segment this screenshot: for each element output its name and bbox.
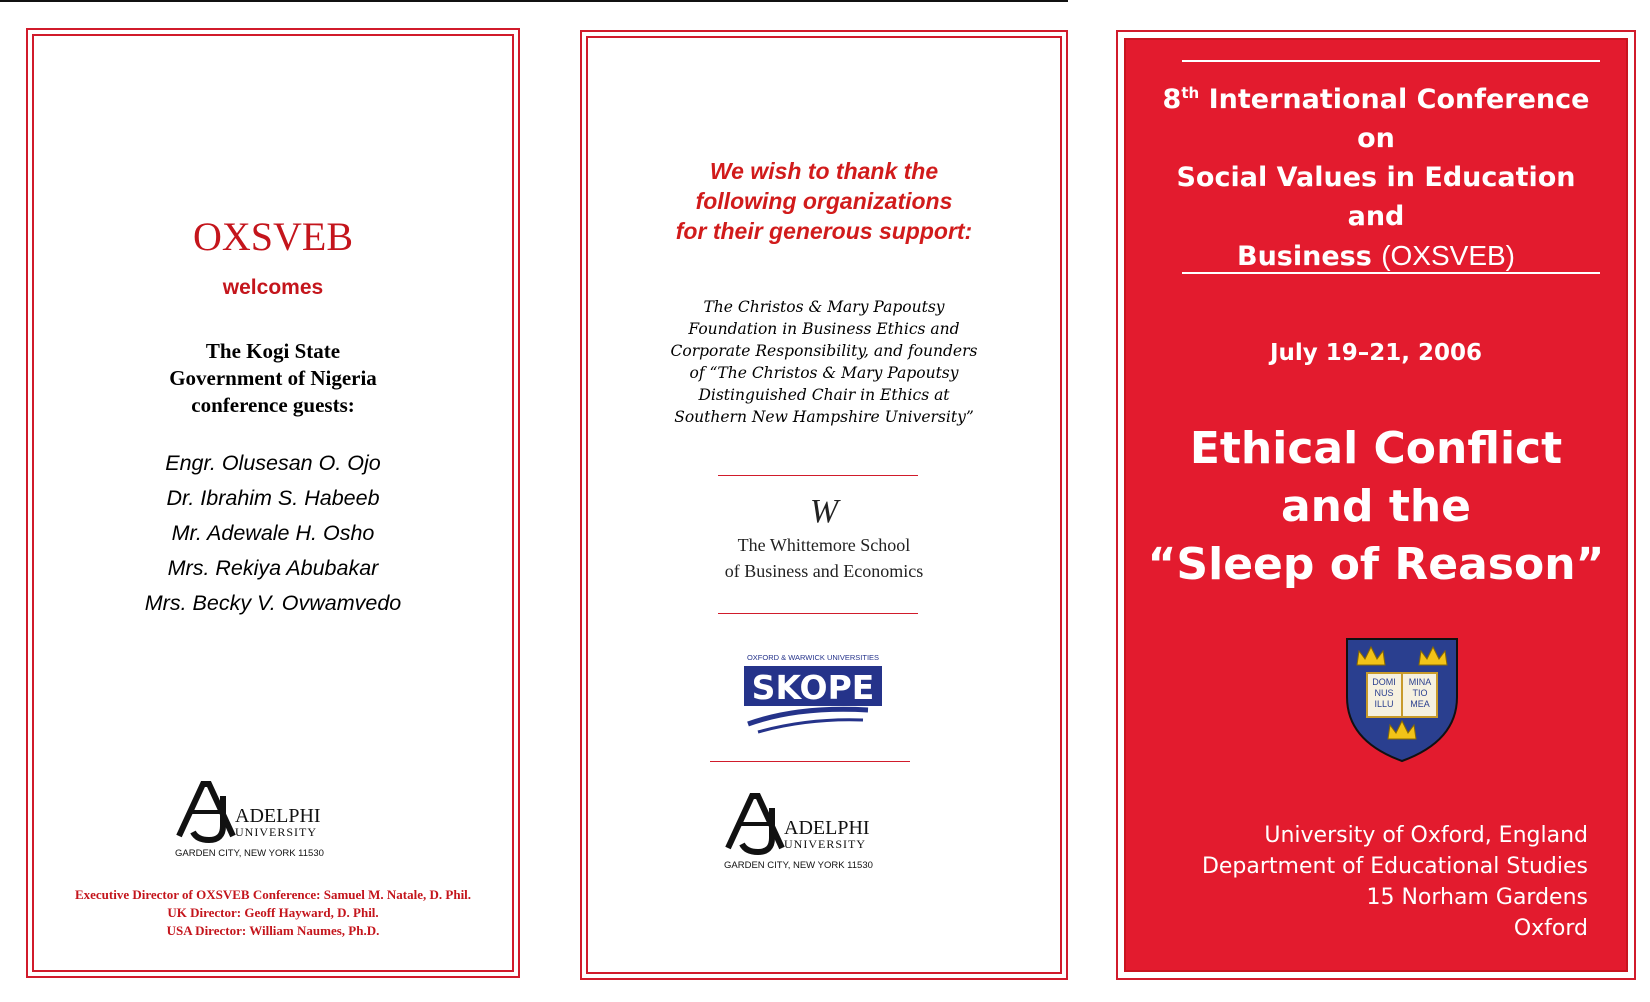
skope-logo: [738, 648, 888, 748]
adelphi-logo-icon: [173, 778, 373, 868]
thanks-heading-line: for their generous support:: [675, 218, 973, 244]
skope-logo-icon: [738, 648, 888, 748]
whittemore-line: of Business and Economics: [724, 561, 924, 581]
whittemore-logo: [580, 492, 1068, 584]
sponsors-panel: [580, 30, 1068, 980]
director-role: Executive Director of OXSVEB Conference:: [74, 887, 321, 902]
adelphi-logo: [722, 790, 922, 880]
directors-credits: [26, 886, 520, 940]
address-line: 15 Norham Gardens: [1366, 885, 1588, 910]
white-divider: [1182, 60, 1600, 62]
address-line: Oxford: [1513, 916, 1588, 941]
guest-name: Mrs. Becky V. Ovwamvedo: [144, 591, 402, 615]
adelphi-logo-icon: [722, 790, 922, 880]
director-role: UK Director:: [167, 905, 242, 920]
foundation-acknowledgement: [580, 296, 1068, 428]
conference-abbreviation: (OXSVEB): [1381, 240, 1516, 271]
conference-title-line: [1126, 80, 1626, 119]
address-line: University of Oxford, England: [1264, 823, 1588, 848]
conference-title: [1126, 80, 1626, 276]
oxford-crest: [1343, 635, 1461, 765]
director-line: [26, 922, 520, 940]
whittemore-line: The Whittemore School: [737, 535, 911, 555]
thanks-heading: [580, 156, 1068, 246]
white-divider: [1182, 272, 1600, 274]
cover-panel: [1116, 30, 1636, 980]
skope-name: SKOPE: [751, 668, 875, 707]
guest-list: [26, 446, 520, 621]
divider: [710, 761, 910, 762]
adelphi-subname: UNIVERSITY: [235, 825, 317, 839]
theme-line: “Sleep of Reason”: [1147, 539, 1605, 590]
welcomes-label: welcomes: [222, 276, 324, 299]
skope-small-text: OXFORD & WARWICK UNIVERSITIES: [746, 653, 880, 662]
divider: [718, 613, 918, 614]
ordinal-number: 8: [1162, 84, 1182, 115]
crest-motto: DOMI: [1372, 677, 1396, 687]
adelphi-location: GARDEN CITY, NEW YORK 11530: [724, 860, 873, 871]
top-edge-line: [0, 0, 1068, 2]
foundation-line: of “The Christos & Mary Papoutsy: [689, 364, 959, 382]
foundation-line: Southern New Hampshire University”: [674, 408, 974, 426]
oxsveb-title: OXSVEB: [192, 214, 354, 259]
thanks-heading-line: following organizations: [695, 188, 953, 214]
welcome-panel: [26, 28, 520, 978]
adelphi-name: ADELPHI: [784, 817, 870, 839]
guests-heading-line: conference guests:: [191, 393, 355, 417]
director-role: USA Director:: [166, 923, 247, 938]
adelphi-subname: UNIVERSITY: [784, 837, 866, 851]
conference-theme: [1126, 420, 1626, 594]
conference-title-line: and: [1347, 201, 1405, 232]
address-line: Department of Educational Studies: [1201, 854, 1588, 879]
crest-motto: MINA: [1408, 677, 1432, 687]
conference-title-line: on: [1357, 123, 1395, 154]
adelphi-location: GARDEN CITY, NEW YORK 11530: [175, 848, 324, 859]
adelphi-name: ADELPHI: [235, 805, 321, 827]
director-line: [26, 886, 520, 904]
director-name: William Naumes, Ph.D.: [249, 923, 380, 938]
director-name: Samuel M. Natale, D. Phil.: [323, 887, 472, 902]
crest-motto: ILLU: [1374, 699, 1394, 709]
director-line: [26, 904, 520, 922]
venue-address: [1202, 820, 1588, 944]
conference-title-line: Social Values in Education: [1176, 162, 1576, 193]
director-name: Geoff Hayward, D. Phil.: [244, 905, 379, 920]
theme-line: Ethical Conflict: [1189, 423, 1563, 474]
guests-heading: [26, 338, 520, 419]
conference-dates: July 19–21, 2006: [1269, 340, 1483, 366]
theme-line: and the: [1280, 481, 1472, 532]
guests-heading-line: Government of Nigeria: [169, 366, 377, 390]
guest-name: Engr. Olusesan O. Ojo: [165, 451, 381, 475]
cover-background: [1124, 38, 1628, 972]
oxford-crest-icon: [1343, 635, 1461, 765]
title-text: International Conference: [1199, 84, 1590, 115]
foundation-line: Distinguished Chair in Ethics at: [698, 386, 950, 404]
divider: [718, 475, 918, 476]
guests-heading-line: The Kogi State: [205, 339, 341, 363]
whittemore-monogram: W: [809, 493, 839, 530]
conference-title-line: [1126, 236, 1626, 276]
guest-name: Mr. Adewale H. Osho: [171, 521, 375, 545]
guest-name: Mrs. Rekiya Abubakar: [167, 556, 379, 580]
thanks-heading-line: We wish to thank the: [709, 158, 939, 184]
title-text: Business: [1236, 241, 1372, 272]
adelphi-logo: [173, 778, 373, 868]
crest-motto: MEA: [1410, 699, 1430, 709]
foundation-line: Corporate Responsibility, and founders: [670, 342, 978, 360]
crest-motto: TIO: [1412, 688, 1428, 698]
foundation-line: Foundation in Business Ethics and: [688, 320, 960, 338]
foundation-line: The Christos & Mary Papoutsy: [703, 298, 945, 316]
crest-motto: NUS: [1374, 688, 1394, 698]
guest-name: Dr. Ibrahim S. Habeeb: [166, 486, 380, 510]
ordinal-suffix: th: [1181, 84, 1200, 102]
